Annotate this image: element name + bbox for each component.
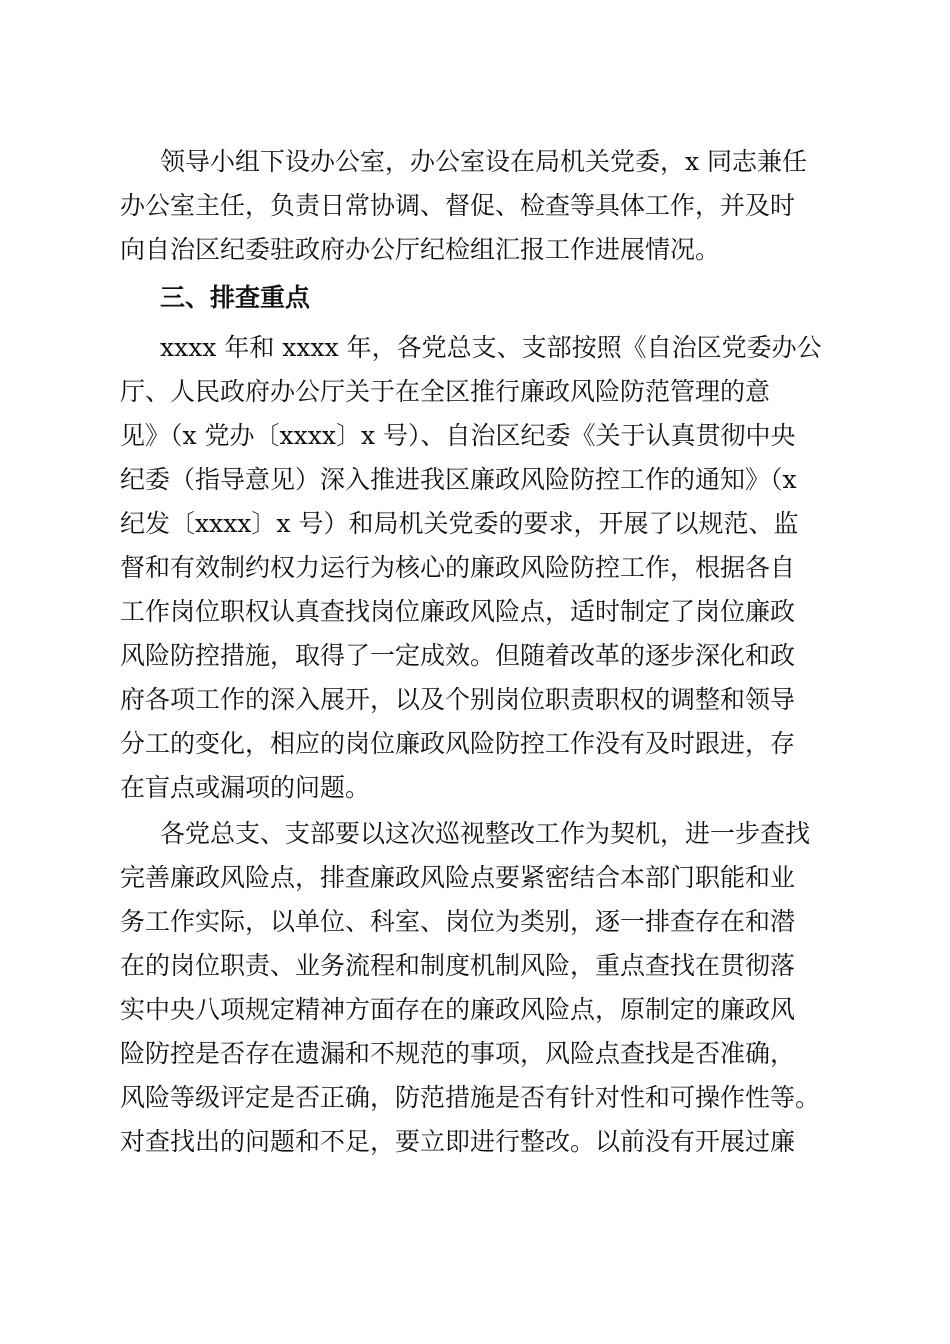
para3-line-6: 险防控是否存在遗漏和不规范的事项，风险点查找是否准确，	[120, 1039, 796, 1068]
para3-line-1: 各党总支、支部要以这次巡视整改工作为契机，进一步查找	[160, 819, 811, 848]
para2-line-3: 见》（x 党办〔xxxx〕x 号）、自治区纪委《关于认真贯彻中央	[120, 421, 796, 450]
para2-line-2: 厅、人民政府办公厅关于在全区推行廉政风险防范管理的意	[120, 377, 771, 406]
para3-line-2: 完善廉政风险点，排查廉政风险点要紧密结合本部门职能和业	[120, 863, 796, 892]
para1-line-2: 办公室主任，负责日常协调、督促、检查等具体工作，并及时	[120, 191, 796, 220]
para1-line-1: 领导小组下设办公室，办公室设在局机关党委，x 同志兼任	[160, 147, 808, 176]
para2-line-9: 府各项工作的深入展开，以及个别岗位职责职权的调整和领导	[120, 685, 796, 714]
para3-line-8: 对查找出的问题和不足，要立即进行整改。以前没有开展过廉	[120, 1127, 796, 1156]
para3-line-3: 务工作实际，以单位、科室、岗位为类别，逐一排查存在和潜	[120, 907, 796, 936]
para2-line-6: 督和有效制约权力运行为核心的廉政风险防控工作，根据各自	[120, 553, 796, 582]
para3-line-5: 实中央八项规定精神方面存在的廉政风险点，原制定的廉政风	[120, 995, 796, 1024]
para2-line-4: 纪委（指导意见）深入推进我区廉政风险防控工作的通知》（x	[120, 465, 797, 494]
para2-line-10: 分工的变化，相应的岗位廉政风险防控工作没有及时跟进，存	[120, 729, 796, 758]
para1-line-3: 向自治区纪委驻政府办公厅纪检组汇报工作进展情况。	[120, 235, 721, 264]
para2-line-7: 工作岗位职权认真查找岗位廉政风险点，适时制定了岗位廉政	[120, 597, 796, 626]
section-heading: 三、排查重点	[160, 283, 311, 312]
para2-line-11: 在盲点或漏项的问题。	[120, 773, 371, 802]
para2-line-5: 纪发〔xxxx〕x 号）和局机关党委的要求，开展了以规范、监	[120, 509, 799, 538]
para2-line-8: 风险防控措施，取得了一定成效。但随着改革的逐步深化和政	[120, 641, 796, 670]
para2-line-1: xxxx 年和 xxxx 年，各党总支、支部按照《自治区党委办公	[160, 333, 822, 362]
para3-line-4: 在的岗位职责、业务流程和制度机制风险，重点查找在贯彻落	[120, 951, 796, 980]
para3-line-7: 风险等级评定是否正确，防范措施是否有针对性和可操作性等。	[120, 1083, 821, 1112]
